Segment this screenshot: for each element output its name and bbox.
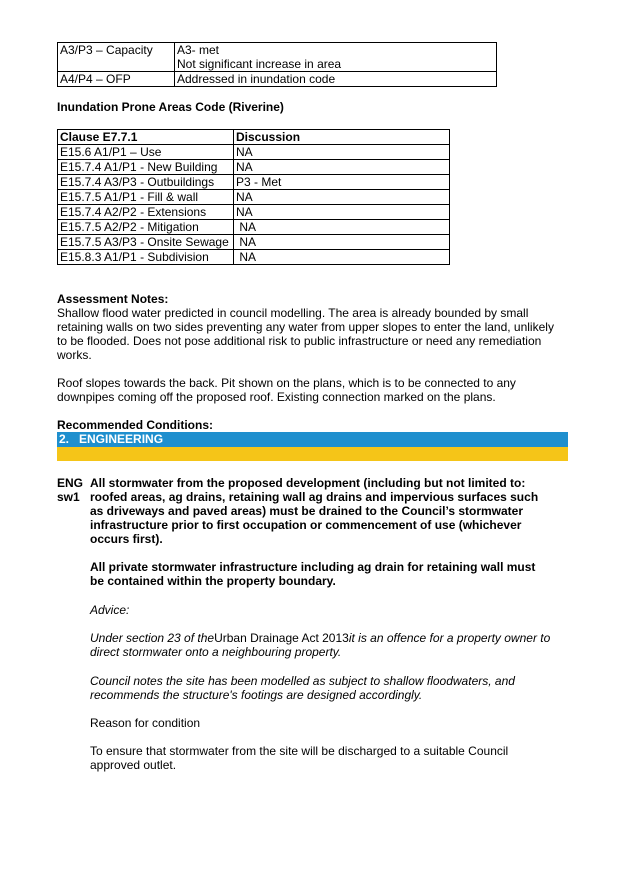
text-line: works. xyxy=(57,348,92,362)
condition-code-line: sw1 xyxy=(57,490,80,504)
text-line: be contained within the property boundary. xyxy=(90,574,336,588)
advice-paragraph-2 xyxy=(90,674,580,702)
text-line: Council notes the site has been modelled as subject to shallow floodwaters, and xyxy=(90,674,515,688)
cell-line: Not significant increase in area xyxy=(177,57,342,71)
clause-cell: E15.7.4 A3/P3 - Outbuildings xyxy=(58,175,234,190)
reason-label: Reason for condition xyxy=(90,716,201,730)
clause-cell: E15.7.5 A3/P3 - Onsite Sewage xyxy=(58,235,234,250)
table-row xyxy=(58,205,450,220)
text-line: downpipes coming off the proposed roof. Existing connection marked on the plans. xyxy=(57,390,496,404)
clause-cell: E15.7.5 A2/P2 - Mitigation xyxy=(58,220,234,235)
text-line: roofed areas, ag drains, retaining wall ag drains and impervious surfaces such xyxy=(90,490,539,504)
table-cell xyxy=(175,43,497,72)
text-line: as driveways and paved areas) must be drained to the Council’s stormwater xyxy=(90,504,524,518)
text-line: All stormwater from the proposed development (including but not limited to: xyxy=(90,476,526,490)
text-line: To ensure that stormwater from the site will be discharged to a suitable Council xyxy=(90,744,509,758)
discussion-cell: NA xyxy=(234,205,450,220)
text-line: Roof slopes towards the back. Pit shown on the plans, which is to be connected to any xyxy=(57,376,516,390)
table-row xyxy=(58,250,450,265)
discussion-cell: NA xyxy=(234,190,450,205)
condition-code-line: ENG xyxy=(57,476,84,490)
advice-text: Under section 23 of the xyxy=(90,631,215,645)
discussion-cell: NA xyxy=(234,145,450,160)
condition-paragraph-1 xyxy=(90,476,570,546)
engineering-banner-stripe xyxy=(57,447,568,461)
text-line: direct stormwater onto a neighbouring property. xyxy=(90,645,342,659)
text-line: infrastructure prior to first occupation or commencement of use (whichever xyxy=(90,518,522,532)
discussion-cell: NA xyxy=(234,220,450,235)
assessment-paragraph-2 xyxy=(57,376,577,404)
text-line xyxy=(90,631,580,645)
advice-label: Advice: xyxy=(90,603,130,617)
text-line: retaining walls on two sides preventing any water from upper slopes to enter the land, unlikely xyxy=(57,320,554,334)
table-row xyxy=(58,43,497,72)
condition-paragraph-2 xyxy=(90,560,570,588)
clause-cell: E15.8.3 A1/P1 - Subdivision xyxy=(58,250,234,265)
clause-cell: E15.7.4 A2/P2 - Extensions xyxy=(58,205,234,220)
table-cell: Addressed in inundation code xyxy=(175,72,497,87)
discussion-cell: NA xyxy=(234,235,450,250)
capacity-table xyxy=(57,42,497,87)
table-row xyxy=(58,190,450,205)
table-row xyxy=(58,175,450,190)
text-line: approved outlet. xyxy=(90,758,177,772)
text-line: occurs first). xyxy=(90,532,163,546)
discussion-cell: NA xyxy=(234,250,450,265)
text-line: recommends the structure's footings are designed accordingly. xyxy=(90,688,423,702)
engineering-banner-title: 2. ENGINEERING xyxy=(59,432,164,446)
table-cell: A4/P4 – OFP xyxy=(58,72,175,87)
text-line: All private stormwater infrastructure including ag drain for retaining wall must xyxy=(90,560,536,574)
inundation-heading: Inundation Prone Areas Code (Riverine) xyxy=(57,100,284,114)
discussion-cell: NA xyxy=(234,160,450,175)
clause-table xyxy=(57,129,450,265)
cell-line: A3- met xyxy=(177,43,220,57)
recommended-heading: Recommended Conditions: xyxy=(57,418,214,432)
reason-paragraph xyxy=(90,744,580,772)
table-row xyxy=(58,160,450,175)
assessment-paragraph-1 xyxy=(57,306,577,362)
discussion-cell: P3 - Met xyxy=(234,175,450,190)
column-header-discussion: Discussion xyxy=(234,130,450,145)
column-header-clause: Clause E7.7.1 xyxy=(58,130,234,145)
condition-code xyxy=(57,476,83,504)
table-row xyxy=(58,145,450,160)
clause-cell: E15.7.5 A1/P1 - Fill & wall xyxy=(58,190,234,205)
text-line: Shallow flood water predicted in council modelling. The area is already bounded by small xyxy=(57,306,529,320)
clause-cell: E15.6 A1/P1 – Use xyxy=(58,145,234,160)
clause-cell: E15.7.4 A1/P1 - New Building xyxy=(58,160,234,175)
table-cell: A3/P3 – Capacity xyxy=(58,43,175,72)
table-header-row xyxy=(58,130,450,145)
assessment-heading: Assessment Notes: xyxy=(57,292,169,306)
advice-paragraph-1 xyxy=(90,631,580,659)
table-row xyxy=(58,220,450,235)
table-row xyxy=(58,72,497,87)
text-line: to be flooded. Does not pose additional risk to public infrastructure or need any remediation xyxy=(57,334,542,348)
engineering-banner xyxy=(57,432,568,447)
advice-text: it is an offence for a property owner to xyxy=(348,631,551,645)
act-name: Urban Drainage Act 2013 xyxy=(214,631,349,645)
table-row xyxy=(58,235,450,250)
